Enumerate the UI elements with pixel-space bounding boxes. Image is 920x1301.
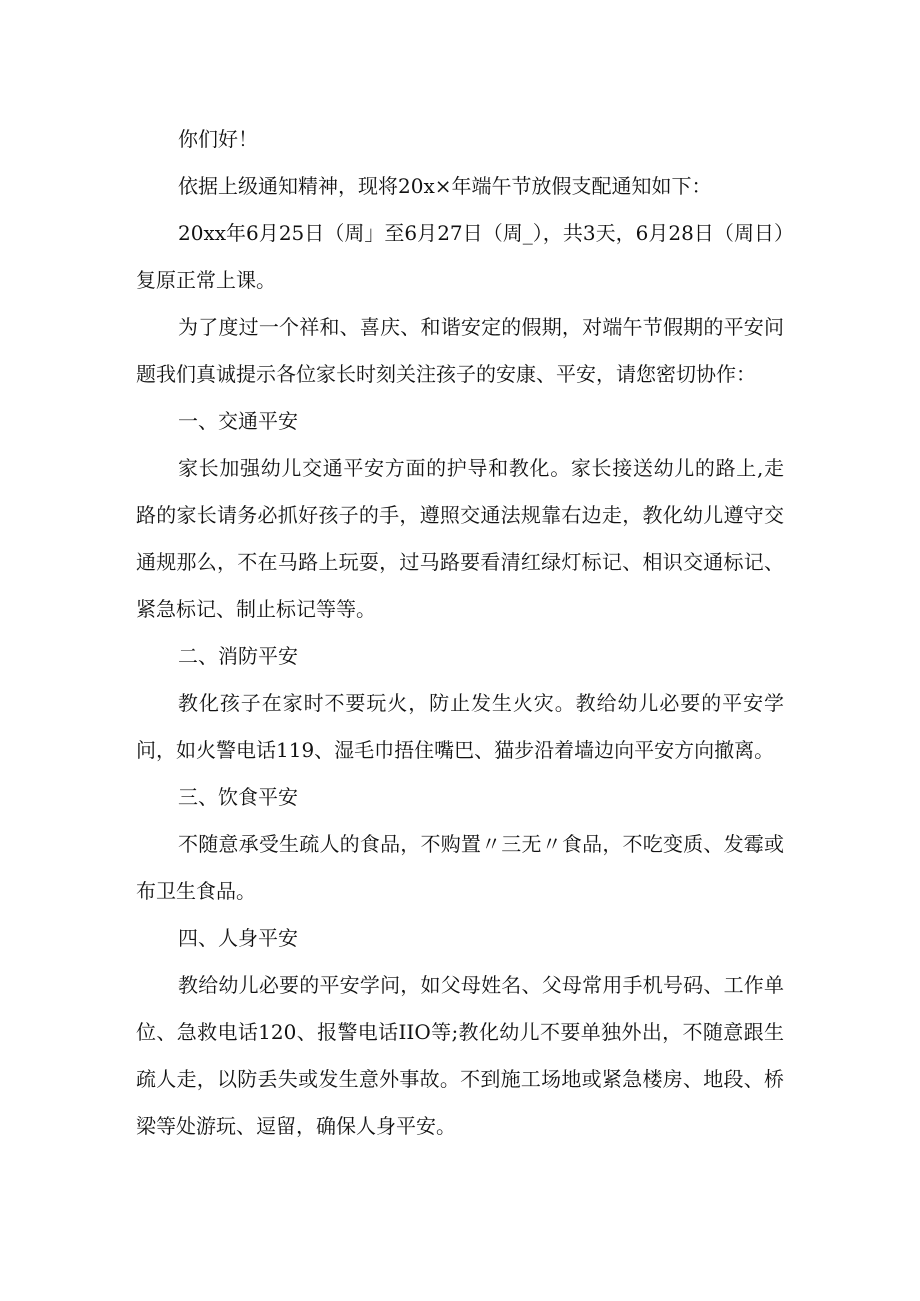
safety-reminder-paragraph: 为了度过一个祥和、喜庆、和谐安定的假期，对端午节假期的平安问题我们真诚提示各位家长时刻关注孩子的安康、平安，请您密切协作： [136, 315, 784, 386]
section-body-personal: 教给幼儿必要的平安学问，如父母姓名、父母常用手机号码、工作单位、急救电话120、报警电话IIO等;教化幼儿不要单独外出，不随意跟生疏人走，以防丢失或发生意外事故。不到施工场地或紧急楼房、地段、桥梁等处游玩、逗留，确保人身平安。 [136, 973, 784, 1138]
greeting: 你们好！ [178, 127, 258, 151]
section-body-traffic: 家长加强幼儿交通平安方面的护导和教化。家长接送幼儿的路上,走路的家长请务必抓好孩子的手，遵照交通法规靠右边走，教化幼儿遵守交通规那么，不在马路上玩耍，过马路要看清红绿灯标记、相识交通标记、紧急标记、制止标记等等。 [136, 456, 784, 621]
intro-paragraph: 依据上级通知精神，现将20x×年端午节放假支配通知如下： [178, 174, 712, 198]
section-heading-traffic: 一、交通平安 [178, 409, 298, 433]
section-heading-food: 三、饮食平安 [178, 785, 298, 809]
section-body-fire: 教化孩子在家时不要玩火，防止发生火灾。教给幼儿必要的平安学问，如火警电话119、湿毛巾捂住嘴巴、猫步沿着墙边向平安方向撤离。 [136, 691, 784, 762]
section-heading-personal: 四、人身平安 [178, 926, 298, 950]
section-body-food: 不随意承受生疏人的食品，不购置〃三无〃食品，不吃变质、发霉或布卫生食品。 [136, 832, 784, 903]
holiday-dates-paragraph: 20xx年6月25日（周」至6月27日（周_），共3天，6月28日（周日）复原正常上课。 [136, 221, 784, 292]
section-heading-fire: 二、消防平安 [178, 644, 298, 668]
document-body [136, 116, 784, 1150]
